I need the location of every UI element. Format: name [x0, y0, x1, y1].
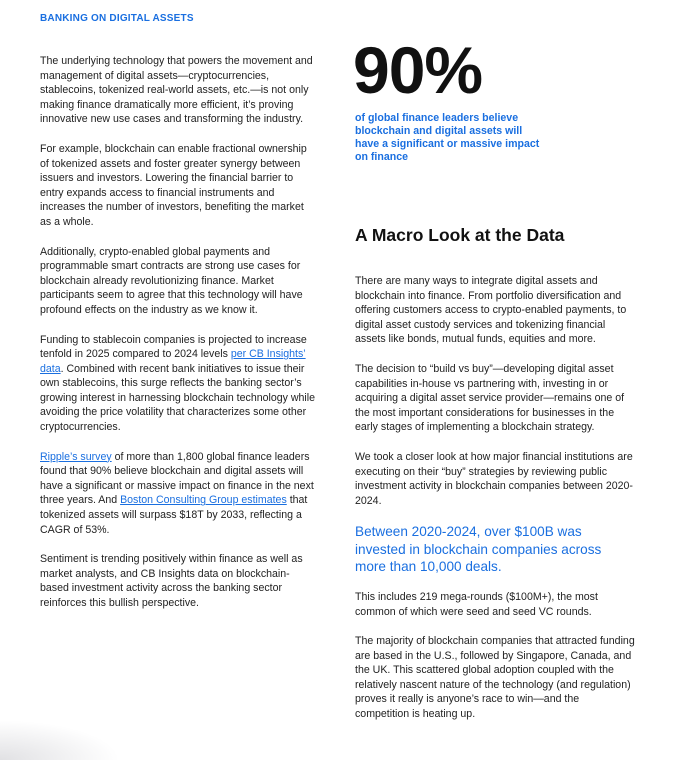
left-column	[40, 54, 315, 626]
paragraph-mega-rounds: This includes 219 mega-rounds ($100M+), the most common of which were seed and seed VC rounds.	[355, 590, 598, 618]
highlight-callout: Between 2020-2024, over $100B was invested in blockchain companies across more than 10,000 deals.	[355, 524, 602, 574]
paragraph-build-vs-buy: The decision to “build vs buy”—developing digital asset capabilities in-house vs partnering with, investing in or acquiring a digital asset service provider—remains one of the most important considerations for businesses in the early stages of implementing a blockchain strategy.	[355, 362, 625, 434]
bcg-estimates-link[interactable]: Boston Consulting Group estimates	[120, 494, 287, 507]
text-segment: Funding to stablecoin companies is projected to increase tenfold in 2025 compared to 2024 levels	[40, 333, 307, 361]
section-eyebrow: BANKING ON DIGITAL ASSETS	[40, 13, 194, 24]
paragraph-integration: There are many ways to integrate digital assets and blockchain into finance. From portfolio diversification and offering customers access to crypto-enabled payments, to digital asset custody services and tokenizing financial assets like bonds, mutual funds, equities and more.	[355, 275, 627, 346]
text-segment: of more than 1,800 global finance leaders found that 90% believe blockchain and digital assets will have a significant or massive impact on finance in the next three years. And	[40, 450, 314, 507]
ripple-survey-link[interactable]: Ripple’s survey	[40, 450, 112, 463]
paragraph-stablecoin-funding	[40, 333, 315, 435]
section-title: A Macro Look at the Data	[355, 225, 565, 245]
text-segment: that tokenized assets will surpass $18T by 2033, reflecting a CAGR of 53%.	[40, 494, 308, 536]
paragraph-ripple-survey	[40, 450, 315, 538]
paragraph-global-adoption: The majority of blockchain companies that attracted funding are based in the U.S., followed by Singapore, Canada, and the UK. This scattered global adoption coupled with the relatively nascent nature of the technology (and regulation) proves it really is anyone’s race to win—and the competition is heating up.	[355, 635, 635, 721]
paragraph-investment-review: We took a closer look at how major financial institutions are executing on their “buy” strategies by reviewing public investment activity in blockchain companies between 2020-2024.	[355, 450, 633, 507]
page-corner-shadow	[0, 720, 120, 760]
text-segment: . Combined with recent bank initiatives to issue their own stablecoins, this surge reflects the banking sector’s growing interest in harnessing blockchain technology while avoiding the price volatility that characterizes some other cryptocurrencies.	[40, 362, 316, 434]
stat-value: 90%	[353, 33, 483, 107]
cb-insights-data-link[interactable]: per CB Insights’ data	[40, 348, 306, 375]
paragraph-fractional-ownership: For example, blockchain can enable fractional ownership of tokenized assets and foster greater synergy between issuers and investors. Lowering the financial barrier to entry expands access to financial instruments and increases the number of investors, benefiting the market as a whole.	[40, 142, 307, 228]
stat-caption: of global finance leaders believe blockchain and digital assets will have a significant or massive impact on finance	[355, 112, 540, 163]
paragraph-payments: Additionally, crypto-enabled global payments and programmable smart contracts are strong use cases for blockchain already revolutionizing finance. Market participants seem to agree that this technology will have profound effects on the industry as we know it.	[40, 245, 303, 316]
right-column	[353, 33, 635, 737]
paragraph-sentiment: Sentiment is trending positively within finance as well as market analysts, and CB Insights data on blockchain-based investment activity across the banking sector reinforces this bullish perspective.	[40, 553, 303, 609]
paragraph-technology: The underlying technology that powers the movement and management of digital assets—cryptocurrencies, stablecoins, tokenized real-world assets, etc.—is not only making finance dramatically more efficient, it’s proving innovative new use cases and transforming the industry.	[40, 55, 313, 126]
